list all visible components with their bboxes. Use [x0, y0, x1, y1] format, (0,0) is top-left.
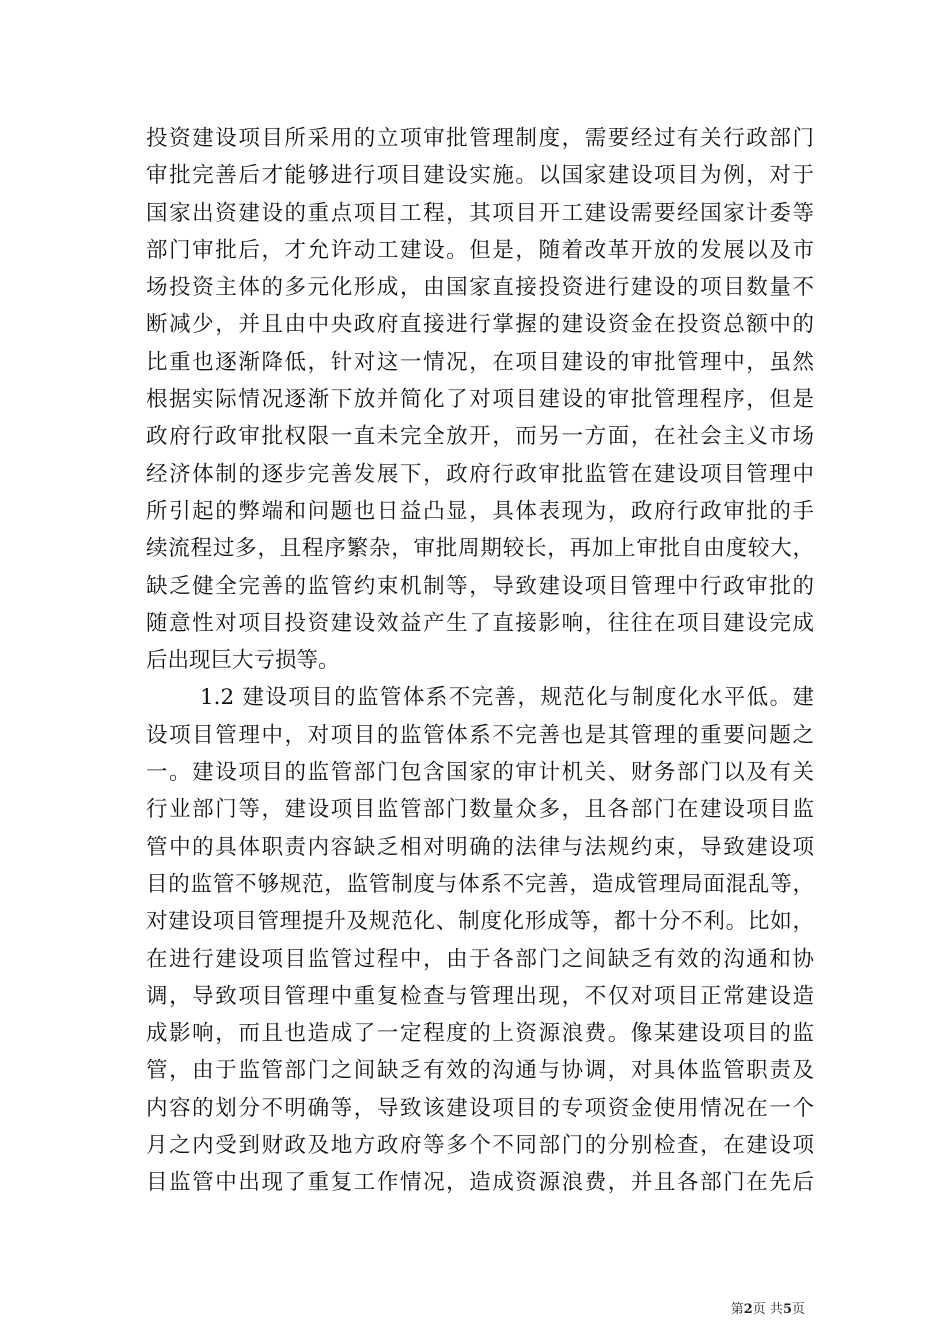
paragraph-2-line: 一。建设项目的监管部门包含国家的审计机关、财务部门以及有关	[146, 760, 814, 786]
paragraph-1-line: 续流程过多，且程序繁杂，审批周期较长，再加上审批自由度较大，	[146, 536, 814, 562]
paragraph-2-line: 对建设项目管理提升及规范化、制度化形成等，都十分不利。比如，	[146, 909, 814, 935]
paragraph-1-line: 场投资主体的多元化形成，由国家直接投资进行建设的项目数量不	[146, 275, 814, 301]
document-body	[146, 120, 814, 1202]
total-pages-number: 5	[782, 1302, 792, 1317]
paragraph-2-line: 成影响，而且也造成了一定程度的上资源浪费。像某建设项目的监	[146, 1021, 814, 1047]
paragraph-1-line: 投资建设项目所采用的立项审批管理制度，需要经过有关行政部门	[146, 126, 814, 151]
footer-middle: 页 共	[752, 1302, 783, 1317]
paragraph-1-line: 国家出资建设的重点项目工程，其项目开工建设需要经国家计委等	[146, 200, 814, 226]
paragraph-1-line: 部门审批后，才允许动工建设。但是，随着改革开放的发展以及市	[146, 237, 814, 263]
paragraph-2-line: 内容的划分不明确等，导致该建设项目的专项资金使用情况在一个	[146, 1095, 814, 1121]
paragraph-1-line: 随意性对项目投资建设效益产生了直接影响，往往在项目建设完成	[146, 610, 814, 636]
paragraph-2-line: 目监管中出现了重复工作情况，造成资源浪费，并且各部门在先后	[146, 1170, 814, 1196]
paragraph-1-line: 比重也逐渐降低，针对这一情况，在项目建设的审批管理中，虽然	[146, 349, 814, 375]
paragraph-1-line: 后出现巨大亏损等。	[146, 648, 340, 674]
paragraph-1-line: 缺乏健全完善的监管约束机制等，导致建设项目管理中行政审批的	[146, 573, 814, 599]
paragraph-1-line: 所引起的弊端和问题也日益凸显，具体表现为，政府行政审批的手	[146, 498, 814, 524]
paragraph-2-line: 调，导致项目管理中重复检查与管理出现，不仅对项目正常建设造	[146, 983, 814, 1009]
paragraph-2-line: 月之内受到财政及地方政府等多个不同部门的分别检查，在建设项	[146, 1133, 814, 1159]
footer-prefix: 第	[730, 1302, 744, 1317]
paragraph-2-line: 在进行建设项目监管过程中，由于各部门之间缺乏有效的沟通和协	[146, 946, 814, 972]
page-number-footer	[731, 1302, 805, 1318]
paragraph-1-line: 政府行政审批权限一直未完全放开，而另一方面，在社会主义市场	[146, 424, 814, 450]
paragraph-2-line: 设项目管理中，对项目的监管体系不完善也是其管理的重要问题之	[146, 722, 814, 748]
paragraph-1-line: 审批完善后才能够进行项目建设实施。以国家建设项目为例，对于	[146, 163, 814, 189]
paragraph-1-line: 断减少，并且由中央政府直接进行掌握的建设资金在投资总额中的	[146, 312, 814, 338]
paragraph-2-line: 1.2 建设项目的监管体系不完善，规范化与制度化水平低。建	[200, 685, 814, 711]
paragraph-2-line: 行业部门等，建设项目监管部门数量众多，且各部门在建设项目监	[146, 797, 814, 823]
current-page-number: 2	[743, 1302, 753, 1317]
paragraph-1-line: 根据实际情况逐渐下放并简化了对项目建设的审批管理程序，但是	[146, 387, 814, 413]
paragraph-2-line: 管中的具体职责内容缺乏相对明确的法律与法规约束，导致建设项	[146, 834, 814, 860]
paragraph-1-line: 经济体制的逐步完善发展下，政府行政审批监管在建设项目管理中	[146, 461, 814, 487]
paragraph-2-line: 目的监管不够规范，监管制度与体系不完善，造成管理局面混乱等，	[146, 871, 814, 897]
footer-suffix: 页	[791, 1302, 805, 1317]
paragraph-2-line: 管，由于监管部门之间缺乏有效的沟通与协调，对具体监管职责及	[146, 1058, 814, 1084]
